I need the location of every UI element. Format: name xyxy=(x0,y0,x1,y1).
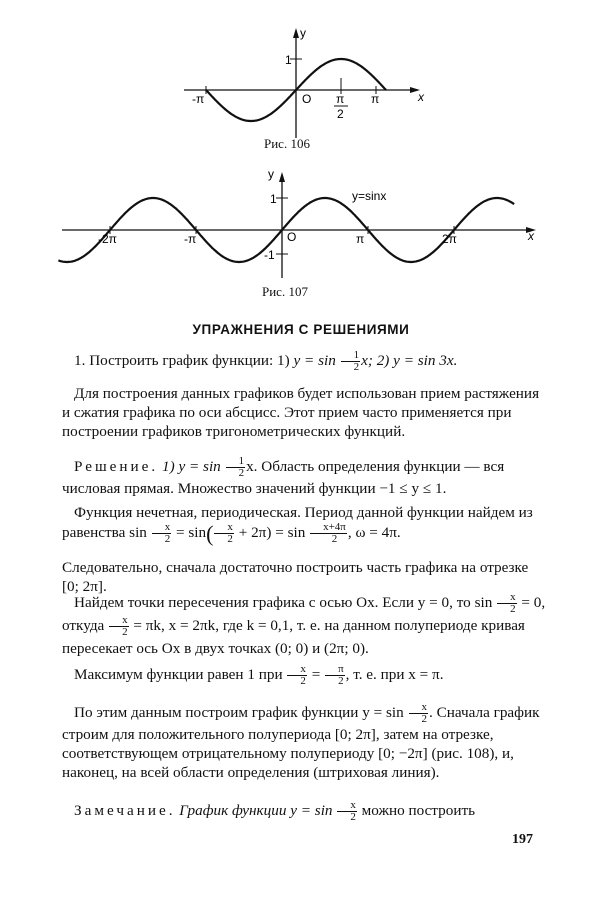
max-c: , т. е. при x = π. xyxy=(345,665,444,683)
frac-den: 2 xyxy=(331,533,338,545)
frac-den: 2 xyxy=(353,361,360,373)
frac-num: x xyxy=(109,615,129,627)
intersect-c: = πk, x = 2πk, где k = 0,1, т. е. на данном полупериоде кривая пересекает ось Ox в двух точках (0; 0) и (2π; 0). xyxy=(62,617,525,658)
frac-num: x xyxy=(214,522,234,534)
note-paragraph xyxy=(62,800,547,823)
frac-den: 2 xyxy=(510,603,516,616)
intersect-a: Найдем точки пересечения графика с осью Ox. Если y = 0, то sin xyxy=(74,594,493,611)
neg-pi-label: -π xyxy=(192,92,205,106)
frac-num: 1 xyxy=(226,456,246,468)
fraction-x4pi xyxy=(310,522,347,545)
solution-word: Решение. xyxy=(74,457,159,475)
frac-num: x xyxy=(287,664,307,676)
page-number: 197 xyxy=(512,832,533,847)
construct-a: По этим данным построим график функции y = sin xyxy=(74,703,404,721)
construct-b: . Сначала график строим для положительного полупериода [0; 2π], затем на отрезке, соответствующем отрицательному полупериоду [0; −2π] (рис. 108), и, наконец, на всей области определения (штриховая линия). xyxy=(62,703,540,781)
frac-num: x xyxy=(337,800,357,812)
construction-paragraph xyxy=(62,702,547,782)
frac-den: 2 xyxy=(238,467,245,479)
pi-label: π xyxy=(371,92,380,106)
fraction-pi2 xyxy=(325,664,345,687)
frac-den: 2 xyxy=(421,713,427,725)
fraction-x2 xyxy=(337,800,357,823)
exercise-1 xyxy=(62,350,547,373)
y-label: y xyxy=(268,167,274,181)
figure-107-caption: Рис. 107 xyxy=(262,284,308,299)
period-c: = sin xyxy=(271,523,306,541)
half-pi-den: 2 xyxy=(337,107,344,121)
note-b: можно построить xyxy=(357,801,476,819)
note-a: График функции y = sin xyxy=(175,801,333,819)
paragraph-segment: Следовательно, сначала достаточно построить часть графика на отрезке [0; 2π]. xyxy=(62,559,529,595)
x-label: x xyxy=(418,90,424,104)
x-tick-label: -2π xyxy=(98,232,117,246)
intersection-paragraph xyxy=(62,592,547,660)
note-word: Замечание. xyxy=(74,801,176,819)
solution-paragraph xyxy=(62,456,547,498)
frac-den: 2 xyxy=(122,626,128,639)
x-label: x xyxy=(528,229,534,243)
fraction-x2 xyxy=(287,664,307,687)
ex1-part-a: 1. Построить график функции: 1) xyxy=(74,351,290,369)
frac-num: x+4π xyxy=(310,522,347,534)
period-d: , ω = 4π. xyxy=(347,523,401,541)
max-a: Максимум функции равен 1 при xyxy=(74,665,283,683)
fraction-half xyxy=(341,350,361,373)
tick-one-label: 1 xyxy=(285,53,292,67)
frac-num: x xyxy=(409,702,429,714)
section-heading: УПРАЖНЕНИЯ С РЕШЕНИЯМИ xyxy=(192,322,410,337)
ex1-part-c: x; 2) y = sin 3x. xyxy=(361,351,458,369)
paragraph-intro: Для построения данных графиков будет использован прием растяжения и сжатия графика по оси абсцисс. Этот прием часто применяется при построении графиков тригонометрических функций. xyxy=(62,385,540,440)
paren-close: + 2π) xyxy=(234,523,272,541)
frac-num: x xyxy=(497,592,517,604)
paren: ( xyxy=(206,521,214,546)
frac-den: 2 xyxy=(227,533,233,545)
figure-107 xyxy=(0,160,602,295)
half-pi-num: π xyxy=(336,92,345,106)
max-b: = xyxy=(307,665,325,683)
fraction-x2 xyxy=(497,592,517,615)
x-tick-label: 2π xyxy=(442,232,457,246)
tick-neg-one-label: -1 xyxy=(264,248,275,262)
frac-num: 1 xyxy=(341,350,361,362)
solution-b: x. Область определения функции — вся числовая прямая. Множество значений функции −1 ≤ y ≤ 1. xyxy=(62,457,505,497)
figure-107-plot xyxy=(0,160,602,295)
x-tick-label: -π xyxy=(184,232,197,246)
frac-num: π xyxy=(325,664,345,676)
x-tick-label: π xyxy=(356,232,365,246)
frac-den: 2 xyxy=(300,675,306,687)
ex1-part-b: y = sin xyxy=(293,351,336,369)
y-label: y xyxy=(300,26,306,40)
maximum-paragraph xyxy=(62,664,547,687)
period-b: = sin xyxy=(172,523,207,541)
fraction-half xyxy=(226,456,246,479)
solution-a: 1) y = sin xyxy=(158,457,221,475)
fraction-x2 xyxy=(109,615,129,638)
period-a: Функция нечетная, периодическая. Период данной функции найдем из равенства sin xyxy=(62,504,533,541)
frac-den: 2 xyxy=(164,533,171,545)
frac-num: x xyxy=(152,522,172,534)
origin-label: O xyxy=(302,92,312,106)
intersect-b: = 0, откуда xyxy=(62,594,546,635)
y-axis-arrow xyxy=(279,172,285,182)
y-axis-arrow xyxy=(293,28,299,38)
frac-den: 2 xyxy=(350,811,356,823)
origin-label: O xyxy=(287,230,297,244)
frac-den: 2 xyxy=(338,675,344,687)
fraction-x2 xyxy=(409,702,429,725)
figure-106-caption: Рис. 106 xyxy=(264,136,310,151)
curve-label: y=sinx xyxy=(352,189,387,203)
period-paragraph xyxy=(62,503,547,545)
fraction-x2 xyxy=(214,522,234,545)
fraction-x2 xyxy=(152,522,172,545)
tick-one-label: 1 xyxy=(270,192,277,206)
